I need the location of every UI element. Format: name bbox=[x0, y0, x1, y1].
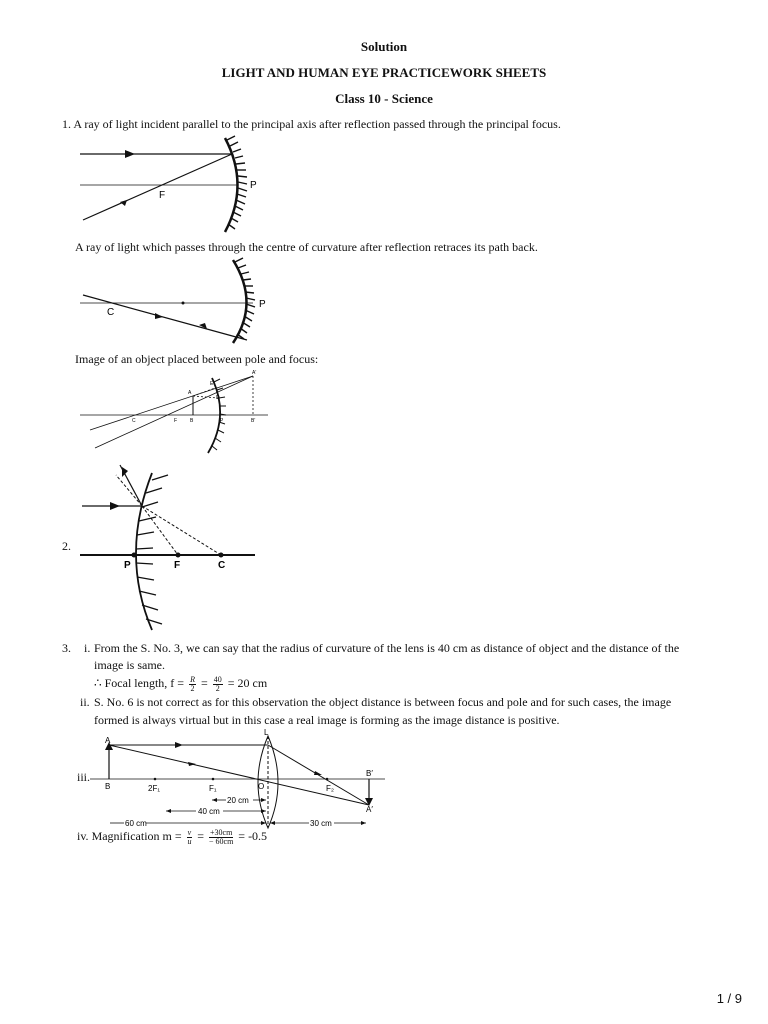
solution-heading: Solution bbox=[360, 39, 408, 54]
lens-label-2f1: 2F₁ bbox=[148, 784, 161, 793]
fig3-label-a-prime: A' bbox=[252, 370, 257, 376]
equals-sign: = bbox=[200, 676, 208, 690]
q1-number: 1. bbox=[62, 117, 71, 131]
frac-num-num: +30cm bbox=[210, 827, 233, 837]
q3-ii-line1: S. No. 6 is not correct as for this observation the object distance is between focus and pole and for such cases, the image bbox=[94, 695, 672, 709]
frac-40-den: 2 bbox=[215, 683, 220, 693]
class-subtitle: Class 10 - Science bbox=[335, 91, 433, 106]
lens-label-f2: F₂ bbox=[326, 784, 334, 793]
dim-40cm: 40 cm bbox=[198, 807, 220, 816]
magnification-equation bbox=[77, 826, 267, 846]
q3-i-line1: From the S. No. 3, we can say that the radius of curvature of the lens is 40 cm as distance of object and the distance of the bbox=[94, 641, 680, 655]
fig2-label-centre: C bbox=[107, 307, 115, 318]
fig3-label-p: P bbox=[220, 418, 224, 424]
frac-r-num: R bbox=[190, 674, 195, 684]
fig3-label-f: F bbox=[174, 418, 178, 424]
frac-40-num: 40 bbox=[213, 674, 222, 684]
focal-prefix: ∴ Focal length, f = bbox=[94, 676, 185, 690]
focal-result: = 20 cm bbox=[227, 676, 268, 690]
dim-60cm: 60 cm bbox=[125, 819, 147, 828]
concave-mirror-centre-ray-diagram bbox=[75, 255, 275, 345]
fig3-label-c: C bbox=[132, 418, 136, 424]
q2-label-focus: F bbox=[174, 560, 181, 571]
q2-number: 2. bbox=[62, 539, 71, 553]
fig3-label-e: E bbox=[210, 381, 214, 387]
fig1-label-pole: P bbox=[250, 180, 257, 191]
lens-label-b-prime: B′ bbox=[366, 769, 373, 778]
mag-prefix: Magnification m = bbox=[91, 829, 182, 843]
q2-label-centre: C bbox=[218, 560, 226, 571]
convex-lens-ray-diagram bbox=[90, 728, 390, 830]
q3-ii-line2: formed is always virtual but in this case a real image is forming as the image distance is positive. bbox=[94, 713, 560, 727]
dim-20cm: 20 cm bbox=[227, 796, 249, 805]
q3-ii-marker: ii. bbox=[80, 695, 90, 709]
q3-number: 3. bbox=[62, 641, 71, 655]
page-number: 1 / 9 bbox=[716, 991, 742, 1006]
frac-num-den: − 60cm bbox=[209, 836, 234, 846]
fig3-label-b-prime: B' bbox=[251, 418, 256, 424]
mag-result: = -0.5 bbox=[238, 829, 268, 843]
lens-label-f1: F₁ bbox=[209, 784, 217, 793]
fraction-40-over-2 bbox=[213, 676, 223, 693]
fig1-label-focus: F bbox=[159, 190, 166, 201]
lens-label-a: A bbox=[105, 736, 111, 745]
fig3-label-d: D bbox=[216, 395, 220, 401]
concave-mirror-parallel-ray-diagram bbox=[75, 130, 275, 240]
frac-v-num: v bbox=[187, 827, 192, 837]
dim-30cm: 30 cm bbox=[310, 819, 332, 828]
lens-label-b: B bbox=[105, 782, 111, 791]
fig3-label-a: A bbox=[188, 390, 192, 396]
q3-iii-marker: iii. bbox=[77, 770, 91, 784]
worksheet-title: LIGHT AND HUMAN EYE PRACTICEWORK SHEETS bbox=[221, 65, 547, 80]
q3-i-marker: i. bbox=[84, 641, 91, 655]
q1-text2: A ray of light which passes through the centre of curvature after reflection retraces its path back. bbox=[75, 240, 538, 254]
q2-label-pole: P bbox=[124, 560, 131, 571]
fraction-r-over-2 bbox=[189, 676, 196, 693]
q1-text3: Image of an object placed between pole and focus: bbox=[75, 352, 319, 366]
concave-mirror-virtual-image-diagram bbox=[80, 368, 270, 458]
fraction-30-over-60 bbox=[209, 829, 233, 846]
fig2-label-pole: P bbox=[259, 299, 266, 310]
convex-mirror-reflection-diagram bbox=[80, 455, 260, 635]
mag-equals-sign: = bbox=[197, 829, 204, 843]
frac-r-den: 2 bbox=[190, 683, 195, 693]
fraction-v-over-u bbox=[187, 829, 193, 846]
fig3-label-b: B bbox=[190, 418, 194, 424]
lens-label-a-prime: A′ bbox=[366, 805, 373, 814]
q1-statement: A ray of light incident parallel to the principal axis after reflection passed through the principal focus. bbox=[73, 117, 561, 131]
focal-length-equation bbox=[94, 672, 267, 694]
lens-label-l: L bbox=[264, 728, 269, 737]
q3-i-line2: image is same. bbox=[94, 658, 165, 672]
q3-iv-marker: iv. bbox=[77, 829, 89, 843]
frac-v-den: u bbox=[187, 836, 192, 846]
lens-label-o: O bbox=[258, 782, 265, 791]
